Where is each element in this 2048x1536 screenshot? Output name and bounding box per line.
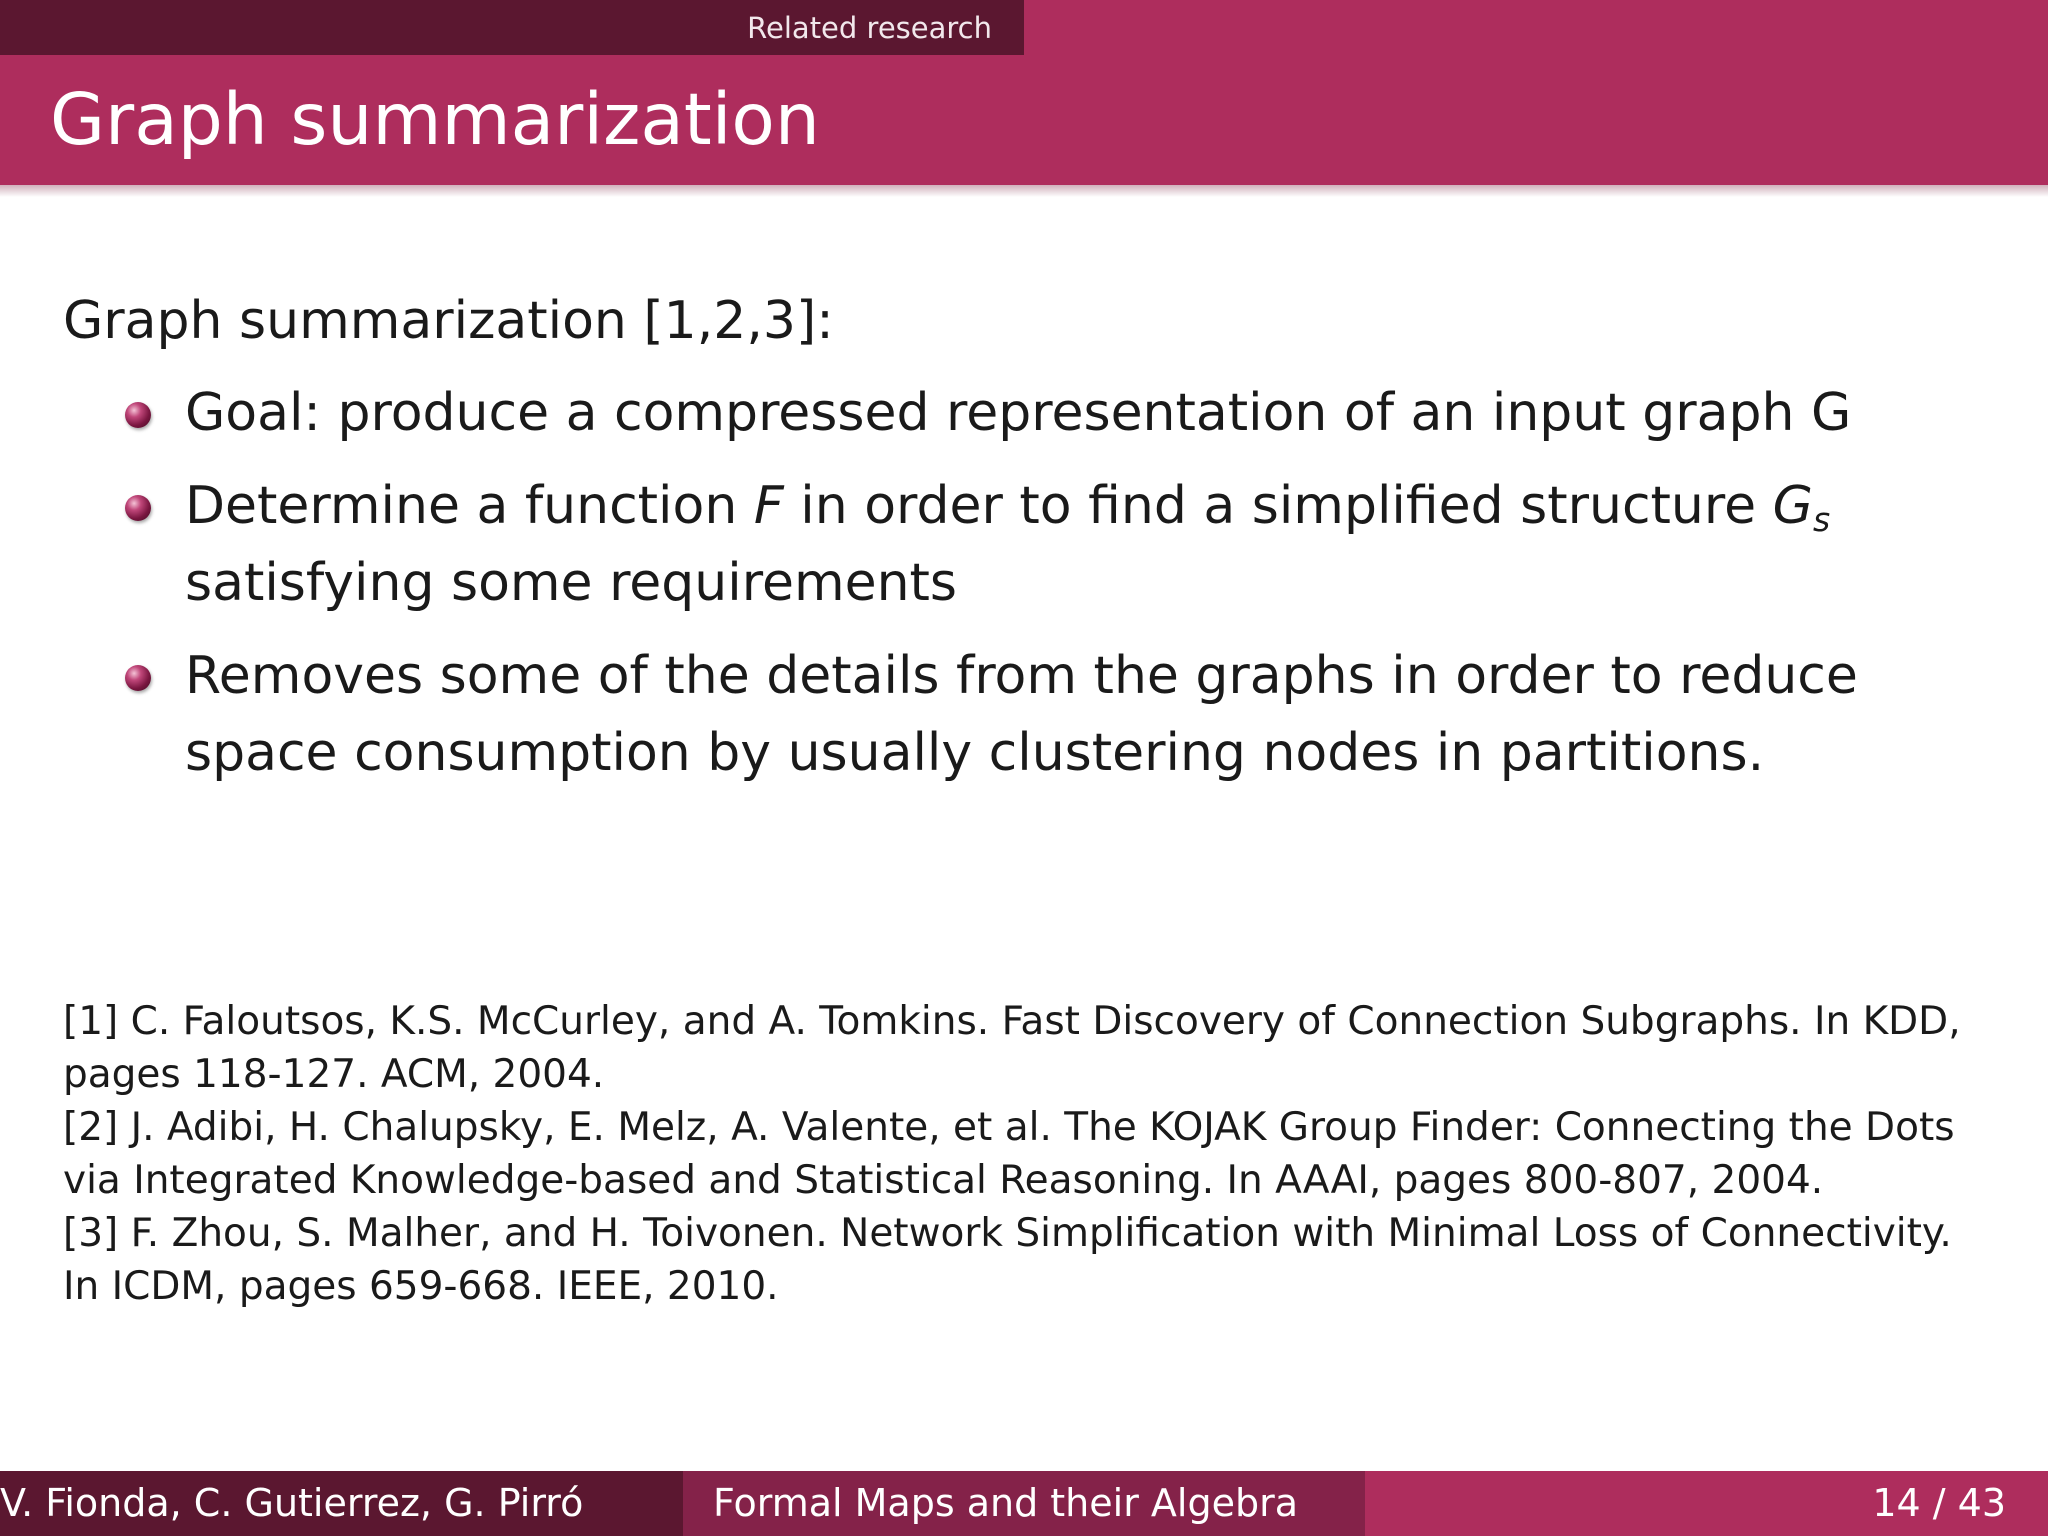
reference-3: [3] F. Zhou, S. Malher, and H. Toivonen. Network Simplification with Minimal Loss of Connectivity. In ICDM, pages 659-668. IEEE, 2010. [63, 1211, 1952, 1309]
reference-2: [2] J. Adibi, H. Chalupsky, E. Melz, A. Valente, et al. The KOJAK Group Finder: Connecting the Dots via Integrated Knowledge-based and Statistical Reasoning. In AAAI, pages 800-807, 2004. [63, 1105, 1955, 1203]
ball-bullet-icon [125, 495, 151, 521]
ball-bullet-icon [125, 665, 151, 691]
math-symbol-g-base: G [1772, 476, 1813, 536]
footer-page-number: 14 / 43 [1365, 1471, 2048, 1536]
references [63, 995, 1993, 1313]
section-navigation-bar [0, 0, 2048, 55]
bullet-text: Goal: produce a compressed representation of an input graph G [185, 383, 1852, 443]
intro-text: Graph summarization [1,2,3]: [63, 291, 834, 351]
footer-talk-title: Formal Maps and their Algebra [683, 1471, 1365, 1536]
bullet-item-goal [63, 375, 2003, 452]
bullet-item-removes [63, 638, 2003, 792]
math-symbol-f: F [753, 476, 784, 536]
bullet-list [63, 375, 2003, 792]
bullet-text-before: Determine a function [185, 476, 754, 536]
ball-bullet-icon [125, 402, 151, 428]
footline [0, 1471, 2048, 1536]
bullet-text: Removes some of the details from the graphs in order to reduce space consumption by usually clustering nodes in partitions. [185, 646, 1858, 783]
bullet-item-function [63, 468, 2003, 622]
bullet-text-after: satisfying some requirements [185, 553, 958, 613]
footer-authors: V. Fionda, C. Gutierrez, G. Pirró [0, 1471, 683, 1536]
reference-1: [1] C. Faloutsos, K.S. McCurley, and A. Tomkins. Fast Discovery of Connection Subgraphs. In KDD, pages 118-127. ACM, 2004. [63, 999, 1961, 1097]
math-symbol-g [1772, 476, 1831, 539]
section-nav-current [0, 0, 1024, 55]
section-nav-filler [1024, 0, 2048, 55]
math-symbol-g-subscript: s [1812, 500, 1831, 539]
section-label[interactable]: Related research [747, 11, 992, 45]
slide-title: Graph summarization [50, 78, 820, 161]
title-bar-shadow [0, 185, 2048, 197]
slide-content [63, 285, 2003, 808]
frame-title-bar [0, 55, 2048, 185]
bullet-text-middle: in order to find a simplified structure [783, 476, 1773, 536]
